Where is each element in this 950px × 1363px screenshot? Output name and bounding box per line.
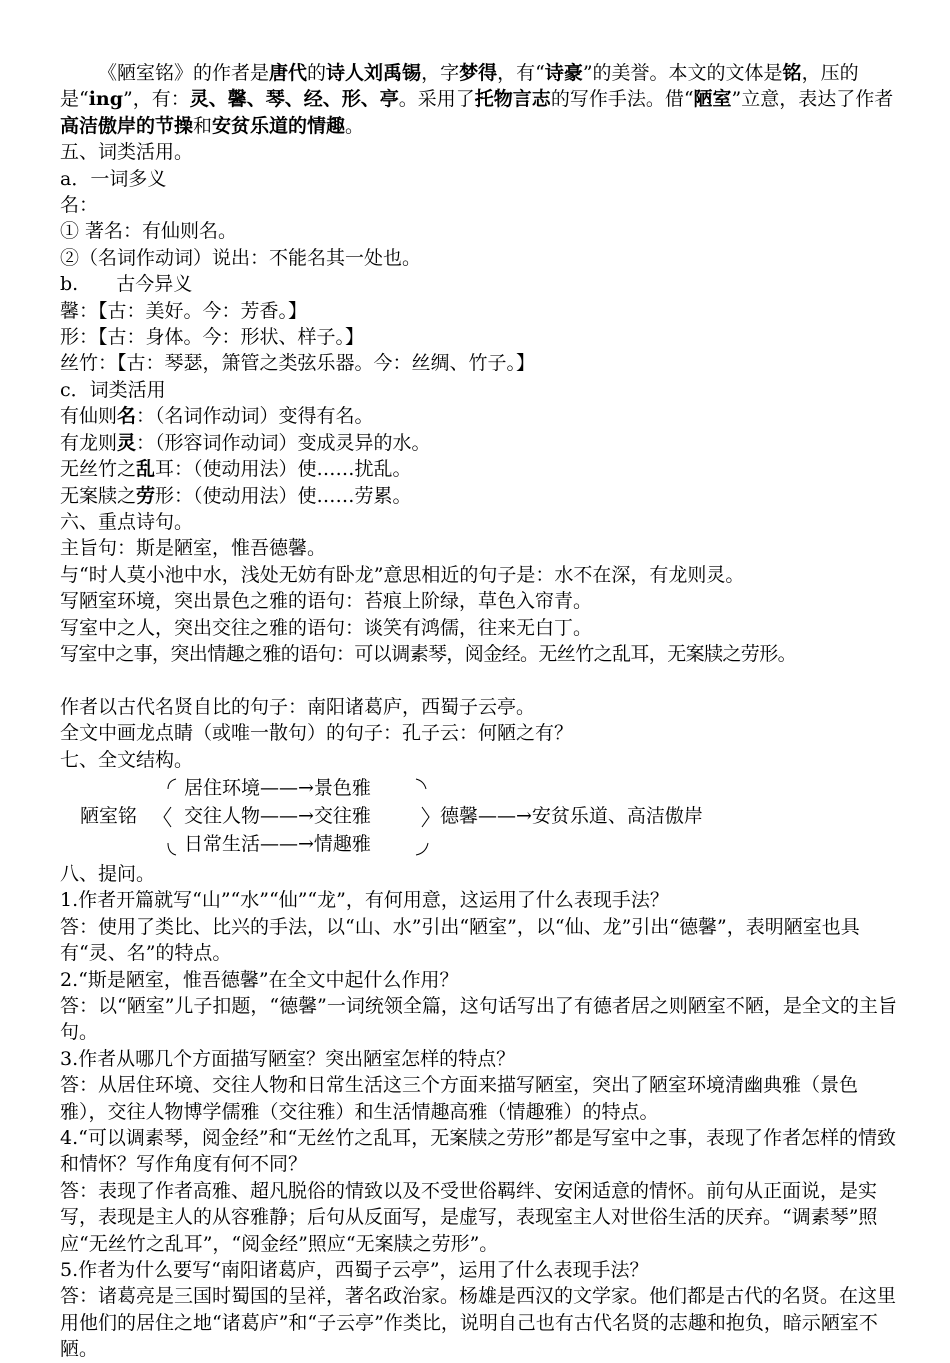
question: 5.作者为什么要写“南阳诸葛庐，西蜀子云亭”，运用了什么表现手法？ xyxy=(60,1259,649,1282)
structure-result: 德馨——→安贫乐道、高洁傲岸 xyxy=(440,804,703,827)
usage-text: 形：（使动用法）使……劳累。 xyxy=(155,484,412,507)
structure-root: 陋室铭 xyxy=(80,804,138,827)
usage-text: 无丝竹之 xyxy=(60,458,137,481)
usage-key: 乱 xyxy=(136,458,156,481)
usage-text: 有龙则 xyxy=(60,431,118,454)
document-page xyxy=(60,60,900,1363)
intro-text: 的 xyxy=(307,62,327,84)
intro-text: ”的美誉。本文的文体是 xyxy=(582,62,783,84)
usage-line xyxy=(60,483,900,509)
intro-bold: 托物言志 xyxy=(474,88,551,111)
answer: 答：使用了类比、比兴的手法，以“山、水”引出“陋室”，以“仙、龙”引出“德馨”，表明陋室也具有“灵、名”的特点。 xyxy=(60,915,860,965)
intro-bold: 唐代 xyxy=(269,62,308,84)
key-sentence: 主旨句：斯是陋室，惟吾德馨。 xyxy=(60,537,327,560)
question: 1.作者开篇就写“山”“水”“仙”“龙”，有何用意，这运用了什么表现手法？ xyxy=(60,889,669,912)
structure-row: 日常生活——→情趣雅 xyxy=(184,832,371,855)
intro-text: 和 xyxy=(193,114,213,137)
meaning-line: 馨：【古：美好。今：芳香。】 xyxy=(60,299,308,322)
meaning-line: ① 著名：有仙则名。 xyxy=(60,220,238,243)
usage-key: 劳 xyxy=(136,484,156,507)
intro-text: 《陋室铭》的作者是 xyxy=(98,62,270,84)
blank-line xyxy=(60,667,900,693)
subsection-title: b. 古今异义 xyxy=(60,273,193,296)
intro-text: ，压的是“ xyxy=(60,62,859,111)
answer: 答：以“陋室”儿子扣题，“德馨”一词统领全篇，这句话写出了有德者居之则陋室不陋，是全文的主旨句。 xyxy=(60,994,897,1044)
intro-paragraph xyxy=(60,60,900,139)
answer: 答：从居住环境、交往人物和日常生活这三个方面来描写陋室，突出了陋室环境清幽典雅（景色雅），交往人物博学儒雅（交往雅）和生活情趣高雅（情趣雅）的特点。 xyxy=(60,1074,859,1123)
intro-text: 的写作手法。借“ xyxy=(550,88,694,111)
intro-bold: 诗人刘禹锡 xyxy=(326,62,422,84)
usage-key: 灵 xyxy=(117,431,137,454)
section-heading: 六、重点诗句。 xyxy=(60,510,194,533)
term-label: 名： xyxy=(60,194,99,217)
intro-text: ，字 xyxy=(421,62,460,84)
usage-text: ：（名词作动词）变得有名。 xyxy=(136,405,374,428)
subsection-title: a．一词多义 xyxy=(60,167,167,190)
intro-bold: 高洁傲岸的节操 xyxy=(60,114,194,137)
meaning-line: ②（名词作动词）说出：不能名其一处也。 xyxy=(60,246,422,269)
intro-text: 。 xyxy=(345,114,365,137)
meaning-line: 形：【古：身体。今：形状、样子。】 xyxy=(60,326,365,349)
answer: 答：表现了作者高雅、超凡脱俗的情致以及不受世俗羁绊、安闲适意的情怀。前句从正面说，是实写，表现是主人的从容雅静；后句从反面写，是虚写，表现室主人对世俗生活的厌弃。“调素琴”照应“无丝竹之乱耳”，“阅金经”照应“无案牍之劳形”。 xyxy=(60,1179,878,1255)
structure-row: 居住环境——→景色雅 xyxy=(184,776,371,799)
key-sentence: 作者以古代名贤自比的句子：南阳诸葛庐，西蜀子云亭。 xyxy=(60,695,536,718)
usage-line xyxy=(60,430,900,456)
structure-row: 交往人物——→交往雅 xyxy=(184,804,371,827)
intro-bold: ing xyxy=(88,88,124,111)
structure-diagram xyxy=(60,775,900,859)
key-sentence: 写室中之人，突出交往之雅的语句：谈笑有鸿儒，往来无白丁。 xyxy=(60,616,593,639)
intro-bold: 陋室 xyxy=(693,88,732,111)
usage-text: 无案牍之 xyxy=(60,484,137,507)
usage-text: 耳：（使动用法）使……扰乱。 xyxy=(155,458,412,481)
intro-text: ”立意，表达了作者 xyxy=(731,88,894,111)
usage-key: 名 xyxy=(117,405,137,428)
intro-bold: 安贫乐道的情趣 xyxy=(212,114,346,137)
question: 2.“斯是陋室，惟吾德馨”在全文中起什么作用？ xyxy=(60,968,459,991)
key-sentence: 与“时人莫小池中水，浅处无妨有卧龙”意思相近的句子是：水不在深，有龙则灵。 xyxy=(60,563,745,586)
question: 4.“可以调素琴，阅金经”和“无丝竹之乱耳，无案牍之劳形”都是写室中之事，表现了作者怎样的情致和情怀？写作角度有何不同？ xyxy=(60,1127,896,1176)
question: 3.作者从哪几个方面描写陋室？突出陋室怎样的特点？ xyxy=(60,1047,516,1070)
intro-bold: 铭 xyxy=(782,62,802,84)
usage-line xyxy=(60,403,900,429)
intro-text: ”，有： xyxy=(123,88,190,111)
intro-text: 。采用了 xyxy=(398,88,475,111)
answer: 答：诸葛亮是三国时蜀国的呈祥，著名政治家。杨雄是西汉的文学家。他们都是古代的名贤。在这里用他们的居住之地“诸葛庐”和“子云亭”作类比，说明自己也有古代名贤的志趣和抱负，暗示陋室不陋。 xyxy=(60,1285,897,1361)
section-heading: 五、词类活用。 xyxy=(60,141,194,164)
intro-text: ，有“ xyxy=(497,62,545,84)
intro-bold: 梦得 xyxy=(459,62,498,84)
subsection-title: c．词类活用 xyxy=(60,378,166,401)
meaning-line: 丝竹：【古：琴瑟，箫管之类弦乐器。今：丝绸、竹子。】 xyxy=(60,352,536,375)
key-sentence: 写陋室环境，突出景色之雅的语句：苔痕上阶绿，草色入帘青。 xyxy=(60,590,593,613)
usage-text: 有仙则 xyxy=(60,405,118,428)
intro-bold: 诗豪 xyxy=(544,62,583,84)
key-sentence: 写室中之事，突出情趣之雅的语句：可以调素琴，阅金经。无丝竹之乱耳，无案牍之劳形。 xyxy=(60,642,797,665)
section-heading: 八、提问。 xyxy=(60,862,156,885)
usage-line xyxy=(60,456,900,482)
key-sentence: 全文中画龙点睛（或唯一散句）的句子：孔子云：何陋之有？ xyxy=(60,722,574,745)
intro-bold: 灵、馨、琴、经、形、亭 xyxy=(189,88,399,111)
usage-text: ：（形容词作动词）变成灵异的水。 xyxy=(136,431,431,454)
section-heading: 七、全文结构。 xyxy=(60,748,194,771)
